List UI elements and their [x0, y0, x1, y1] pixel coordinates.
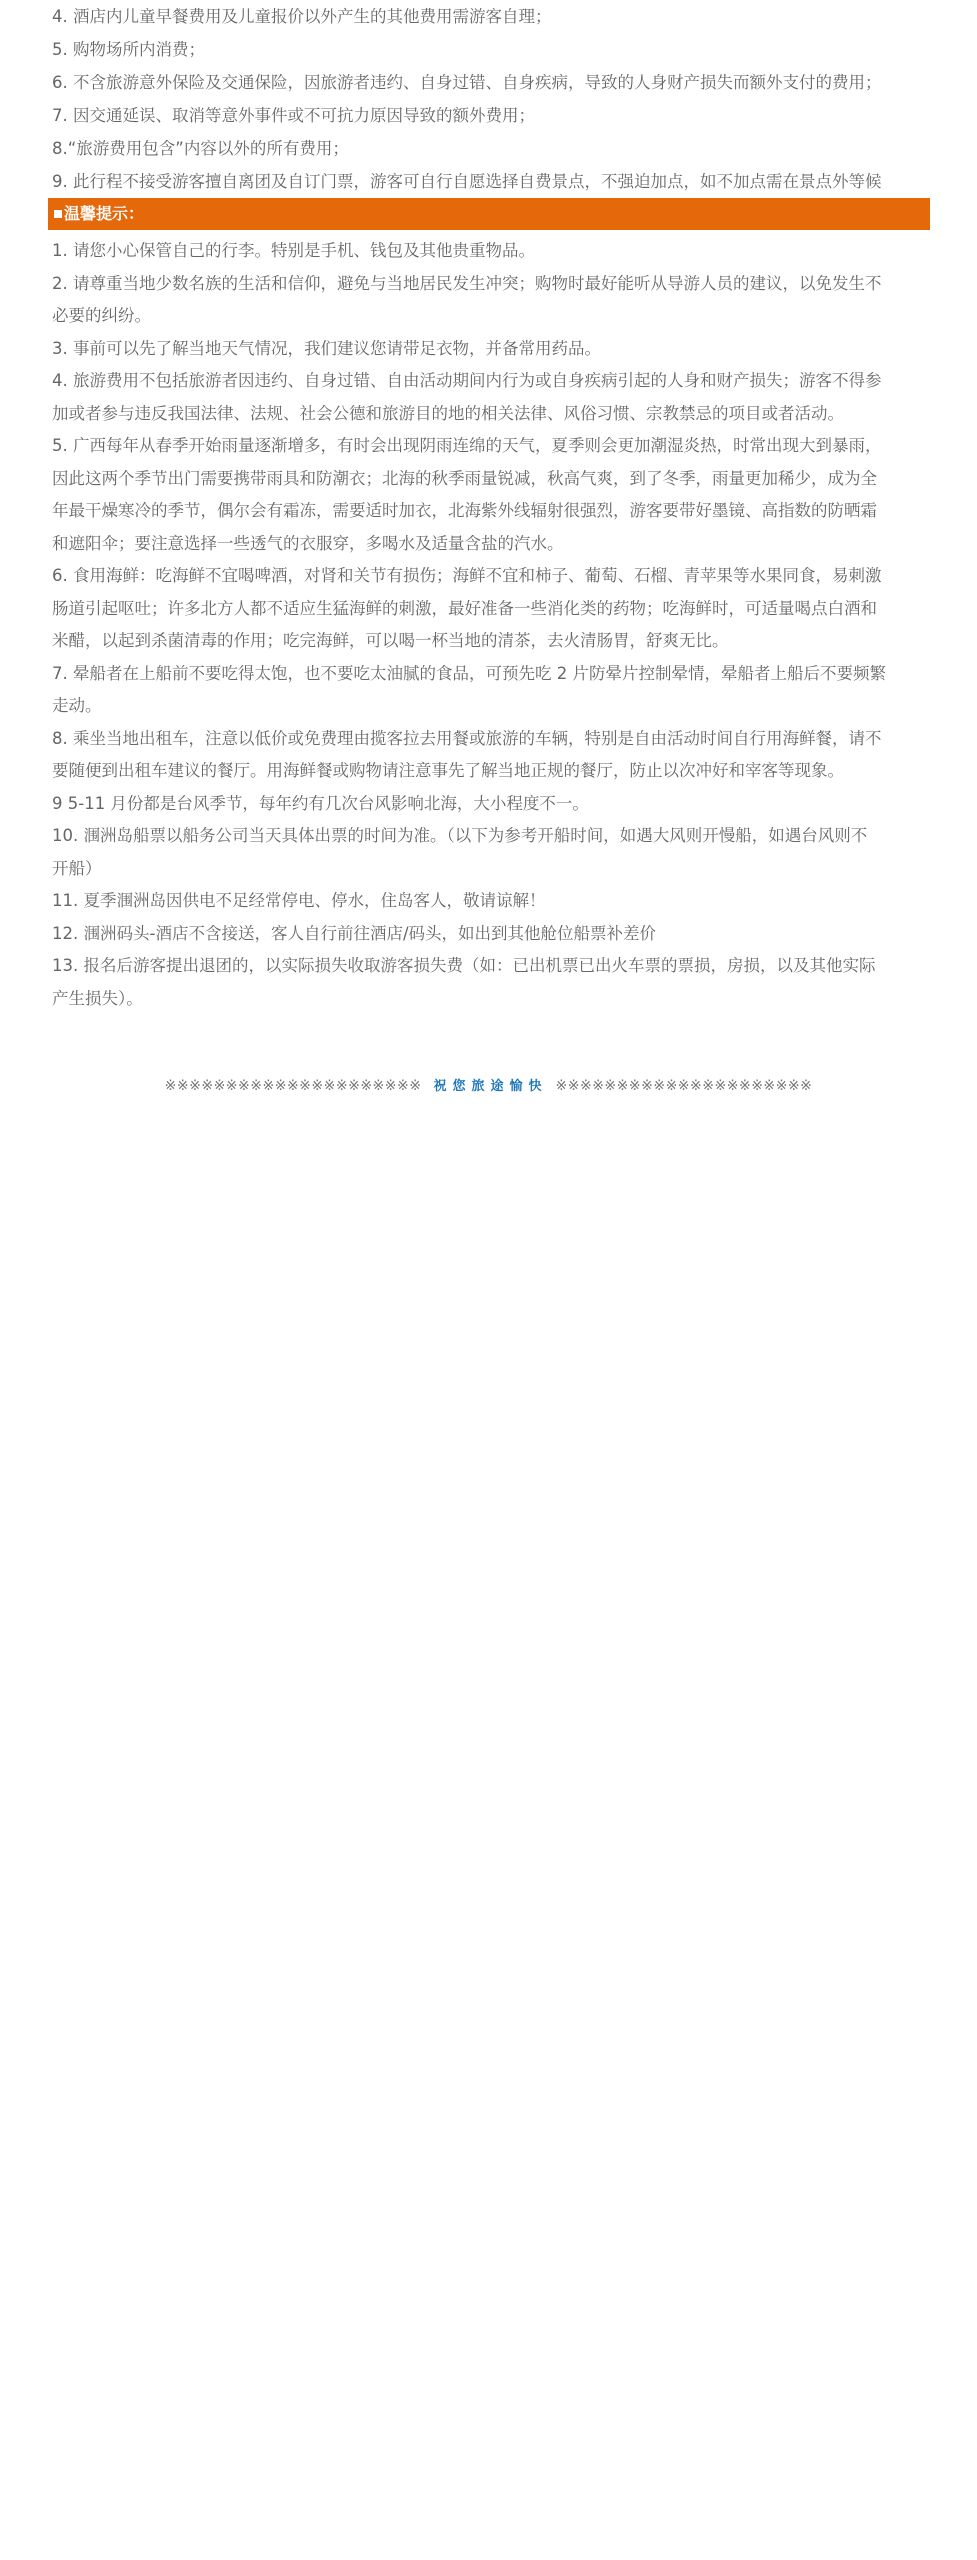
excluded-fees-list [52, 0, 932, 198]
excluded-item-6: 6. 不含旅游意外保险及交通保险，因旅游者违约、自身过错、自身疾病，导致的人身财产损失而额外支付的费用； [52, 73, 882, 92]
tip-item-11: 11. 夏季涠洲岛因供电不足经常停电、停水，住岛客人，敬请谅解！ [52, 891, 546, 910]
excluded-item-7: 7. 因交通延误、取消等意外事件或不可抗力原因导致的额外费用； [52, 106, 535, 125]
farewell-line [0, 1075, 977, 1094]
tip-item-5: 5. 广西每年从春季开始雨量逐渐增多，有时会出现阴雨连绵的天气，夏季则会更加潮湿炎热，时常出现大到暴雨， 因此这两个季节出门需要携带雨具和防潮衣；北海的秋季雨量锐减，秋高气爽，到了冬季，雨量更加稀少，成为全 年最干燥寒冷的季节，偶尔会有霜冻，需要适时加衣，北海紫外线辐射很强烈，游客要带好墨镜、高指数的防晒霜 和遮阳伞；要注意选择一些透气的衣服穿，多喝水及适量含盐的汽水。 [52, 436, 882, 553]
excluded-item-9: 9. 此行程不接受游客擅自离团及自订门票，游客可自行自愿选择自费景点，不强迫加点，如不加点需在景点外等候 [52, 172, 882, 191]
excluded-item-8: 8.“旅游费用包含”内容以外的所有费用； [52, 139, 349, 158]
tip-item-7: 7. 晕船者在上船前不要吃得太饱，也不要吃太油腻的食品，可预先吃 2 片防晕片控制晕情，晕船者上船后不要频繁 走动。 [52, 663, 886, 715]
tip-item-12: 12. 涠洲码头-酒店不含接送，客人自行前往酒店/码头，如出到其他舱位船票补差价 [52, 923, 656, 943]
tip-item-10: 10. 涠洲岛船票以船务公司当天具体出票的时间为准。（以下为参考开船时间，如遇大风则开慢船，如遇台风则不 开船） [52, 826, 868, 878]
tip-item-4: 4. 旅游费用不包括旅游者因违约、自身过错、自由活动期间内行为或自身疾病引起的人身和财产损失；游客不得参 加或者参与违反我国法律、法规、社会公德和旅游目的地的相关法律、风俗习惯、宗教禁忌的项目或者活动。 [52, 371, 882, 423]
tip-item-9: 9 5-11 月份都是台风季节，每年约有几次台风影响北海，大小程度不一。 [52, 793, 589, 813]
farewell-right-stars: ※※※※※※※※※※※※※※※※※※※※※ [555, 1078, 813, 1094]
tip-item-3: 3. 事前可以先了解当地天气情况，我们建议您请带足衣物，并备常用药品。 [52, 338, 601, 358]
square-bullet-icon [54, 210, 62, 218]
tip-item-1: 1. 请您小心保管自己的行李。特别是手机、钱包及其他贵重物品。 [52, 241, 535, 260]
tips-heading: 温馨提示： [64, 204, 145, 223]
farewell-message: 祝您旅途愉快 [433, 1079, 548, 1094]
tip-item-13: 13. 报名后游客提出退团的，以实际损失收取游客损失费（如：已出机票已出火车票的票损，房损，以及其他实际 产生损失）。 [52, 956, 876, 1008]
tip-item-2: 2. 请尊重当地少数名族的生活和信仰，避免与当地居民发生冲突；购物时最好能听从导游人员的建议，以免发生不 必要的纠纷。 [52, 273, 882, 325]
excluded-item-5: 5. 购物场所内消费； [52, 40, 205, 59]
tip-item-8: 8. 乘坐当地出租车，注意以低价或免费理由揽客拉去用餐或旅游的车辆，特别是自由活动时间自行用海鲜餐，请不 要随便到出租车建议的餐厅。用海鲜餐或购物请注意事先了解当地正规的餐厅，防止以次冲好和宰客等现象。 [52, 728, 882, 780]
farewell-left-stars: ※※※※※※※※※※※※※※※※※※※※※ [164, 1078, 422, 1094]
tips-heading-banner [48, 198, 930, 230]
tips-list [52, 235, 932, 1015]
excluded-item-4: 4. 酒店内儿童早餐费用及儿童报价以外产生的其他费用需游客自理； [52, 7, 552, 26]
tip-item-6: 6. 食用海鲜：吃海鲜不宜喝啤酒，对肾和关节有损伤；海鲜不宜和柿子、葡萄、石榴、青苹果等水果同食，易刺激 肠道引起呕吐；许多北方人都不适应生猛海鲜的刺激，最好准备一些消化类的药物；吃海鲜时，可适量喝点白酒和 米醋，以起到杀菌清毒的作用；吃完海鲜，可以喝一杯当地的清茶，去火清肠胃，舒爽无比。 [52, 566, 882, 650]
